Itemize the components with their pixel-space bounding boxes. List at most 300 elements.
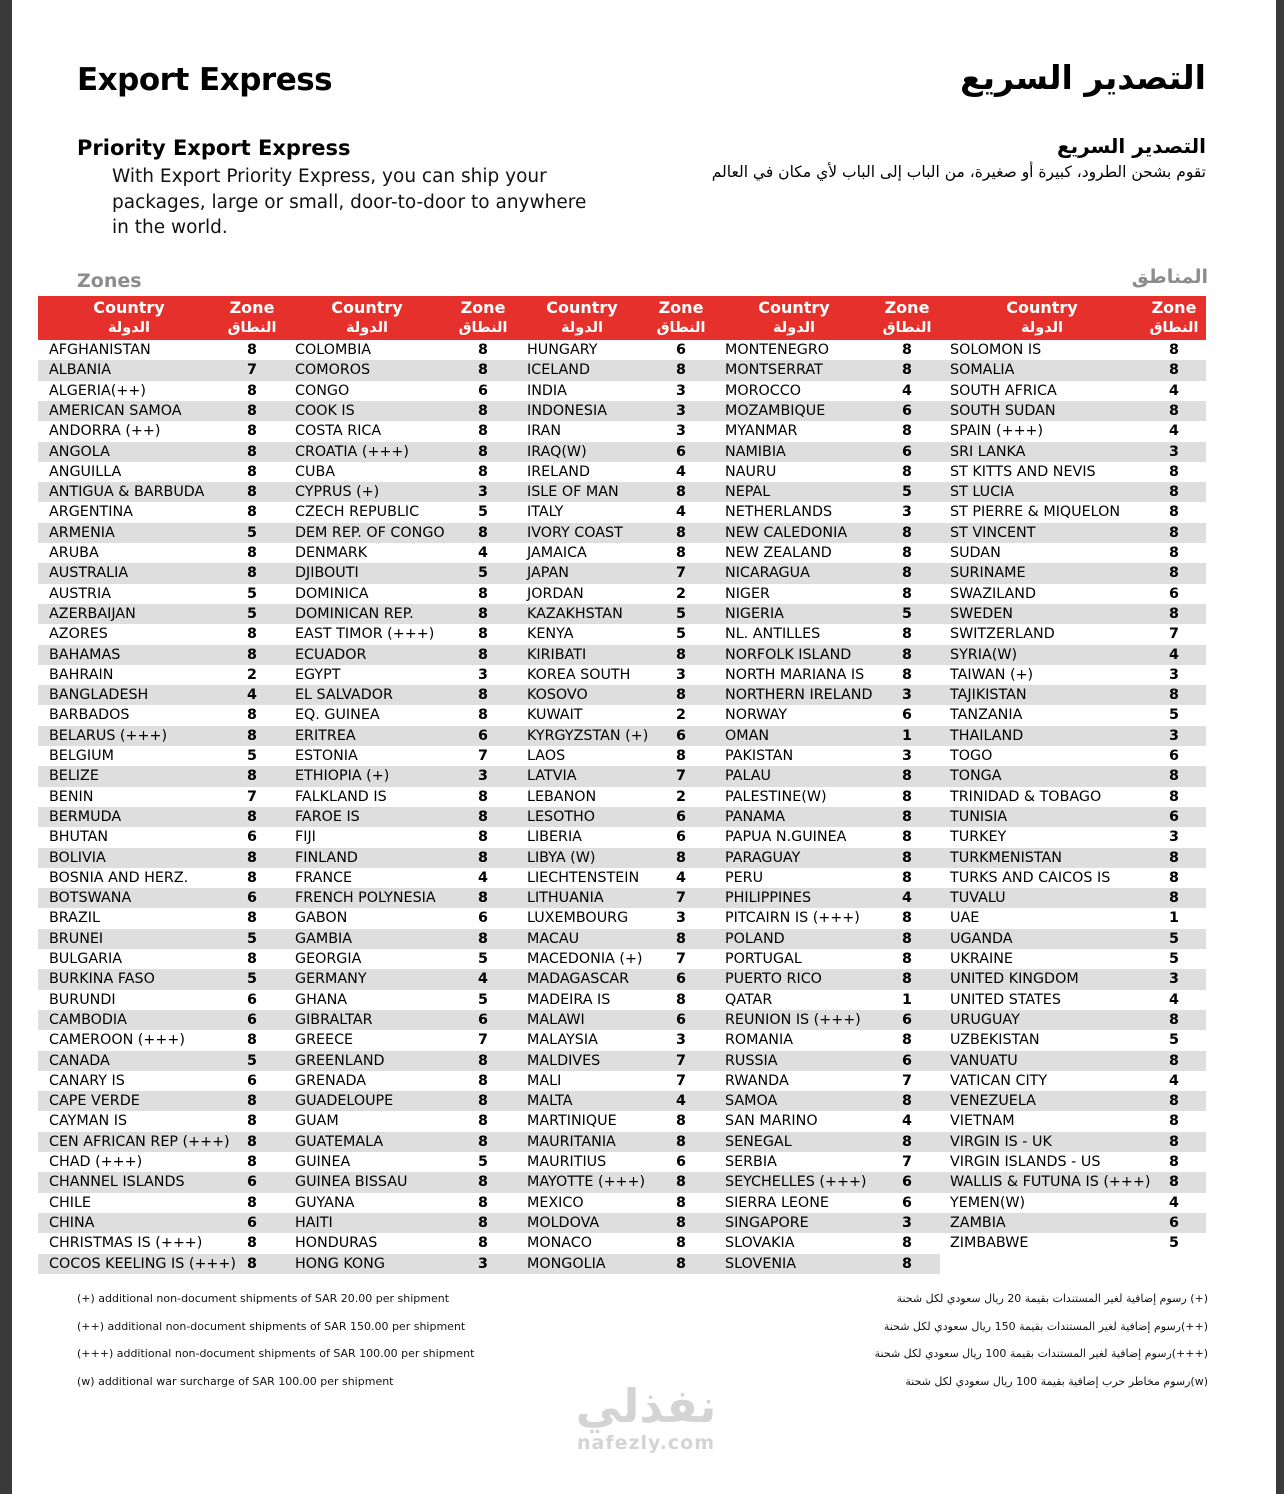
country-name: FIJI	[295, 829, 316, 846]
country-name: GERMANY	[295, 971, 367, 988]
country-name: PALAU	[725, 768, 772, 785]
zone-value: 8	[247, 768, 257, 785]
header-country-ar: الدولة	[1020, 320, 1064, 336]
header-zone-col-1	[220, 296, 284, 340]
zone-value: 3	[902, 1214, 912, 1231]
country-name: KAZAKHSTAN	[527, 605, 623, 622]
country-name: CANARY IS	[49, 1072, 125, 1089]
country-name: GREECE	[295, 1032, 354, 1049]
country-name: CUBA	[295, 463, 336, 480]
zone-value: 5	[247, 605, 257, 622]
table-row	[38, 929, 1206, 949]
country-name: MALDIVES	[527, 1052, 601, 1069]
header-country-col-2	[284, 296, 450, 340]
zone-value: 8	[247, 849, 257, 866]
country-name: BRUNEI	[49, 930, 104, 947]
country-name: BELIZE	[49, 768, 99, 785]
country-name: HONG KONG	[295, 1255, 385, 1272]
table-row	[38, 543, 1206, 563]
section-description-en: With Export Priority Express, you can ship your packages, large or small, door-to-door to anywhere in the world.	[112, 166, 587, 238]
zone-value: 2	[676, 788, 686, 805]
country-name: KIRIBATI	[527, 646, 587, 663]
zone-value: 7	[902, 1154, 912, 1170]
country-name: SLOVENIA	[725, 1255, 797, 1272]
zone-value: 6	[676, 1011, 686, 1028]
country-name: MAYOTTE (+++)	[527, 1174, 646, 1191]
table-row	[38, 848, 1206, 868]
zone-value: 4	[247, 687, 257, 704]
zone-value: 8	[1169, 342, 1179, 358]
zone-value: 8	[478, 362, 488, 379]
country-name: PANAMA	[725, 808, 786, 825]
zone-value: 1	[902, 727, 912, 744]
table-row	[38, 360, 1206, 380]
zone-value: 3	[478, 666, 488, 683]
zone-value: 8	[478, 402, 488, 419]
table-row	[38, 401, 1206, 421]
zone-value: 6	[676, 443, 686, 460]
country-name: PAKISTAN	[725, 748, 794, 764]
zone-value: 8	[478, 890, 488, 907]
country-name: BELARUS (+++)	[49, 727, 168, 744]
country-name: LITHUANIA	[527, 890, 604, 907]
country-name: SPAIN (+++)	[950, 423, 1044, 440]
zone-value: 4	[478, 971, 488, 988]
country-name: RUSSIA	[725, 1052, 778, 1069]
footnote-en: (+) additional non-document shipments of SAR 20.00 per shipment	[77, 1292, 450, 1305]
zone-value: 8	[676, 646, 686, 663]
country-name: MALI	[527, 1072, 562, 1089]
country-name: MONTENEGRO	[725, 342, 830, 358]
zone-value: 8	[247, 808, 257, 825]
zone-value: 3	[902, 504, 912, 521]
zone-value: 4	[676, 504, 686, 521]
country-name: UZBEKISTAN	[950, 1032, 1040, 1049]
header-zone-ar: النطاق	[458, 320, 508, 336]
country-name: ICELAND	[527, 362, 591, 379]
country-name: AZORES	[49, 626, 108, 643]
footnote-en: (w) additional war surcharge of SAR 100.00 per shipment	[77, 1375, 394, 1388]
zone-value: 3	[1169, 666, 1179, 683]
country-name: GRENADA	[295, 1072, 367, 1089]
table-row	[38, 685, 1206, 705]
zone-value: 8	[902, 1255, 912, 1272]
country-name: CHANNEL ISLANDS	[49, 1174, 185, 1191]
zone-value: 5	[478, 565, 488, 582]
zone-value: 8	[247, 626, 257, 643]
zone-value: 8	[676, 362, 686, 379]
country-name: MOROCCO	[725, 382, 801, 399]
country-name: PAPUA N.GUINEA	[725, 829, 847, 846]
table-row	[38, 746, 1206, 766]
zone-value: 8	[478, 524, 488, 541]
table-row	[38, 462, 1206, 482]
zone-value: 8	[478, 687, 488, 704]
zone-value: 8	[478, 829, 488, 846]
country-name: AUSTRALIA	[49, 565, 129, 582]
zone-value: 3	[676, 666, 686, 683]
country-name: BOTSWANA	[49, 890, 132, 907]
zone-value: 8	[902, 524, 912, 541]
zone-value: 3	[676, 910, 686, 927]
country-name: GUADELOUPE	[295, 1093, 394, 1110]
country-name: SINGAPORE	[725, 1214, 809, 1231]
zone-value: 8	[247, 545, 257, 561]
page-title-ar: التصدير السريع	[960, 58, 1206, 97]
zone-value: 7	[1169, 626, 1179, 643]
zone-value: 5	[902, 605, 912, 622]
zone-value: 6	[1169, 808, 1179, 825]
zone-value: 5	[676, 626, 686, 643]
header-country-ar: الدولة	[560, 320, 604, 336]
country-name: MONGOLIA	[527, 1255, 606, 1272]
zone-value: 5	[676, 605, 686, 622]
zone-value: 7	[247, 788, 257, 805]
country-name: SURINAME	[950, 565, 1026, 582]
country-name: TRINIDAD & TOBAGO	[950, 788, 1102, 805]
table-row	[38, 949, 1206, 969]
header-country-ar: الدولة	[107, 320, 151, 336]
zone-value: 8	[478, 1072, 488, 1089]
country-name: SWEDEN	[950, 605, 1013, 622]
zone-value: 8	[1169, 402, 1179, 419]
country-name: BAHRAIN	[49, 666, 114, 683]
country-name: MACAU	[527, 930, 580, 947]
table-row	[38, 1172, 1206, 1192]
zone-value: 8	[1169, 788, 1179, 805]
country-name: EGYPT	[295, 666, 341, 683]
country-name: NAMIBIA	[725, 443, 786, 460]
country-name: MOLDOVA	[527, 1214, 600, 1231]
zone-value: 8	[902, 545, 912, 561]
table-row	[38, 1193, 1206, 1213]
country-name: SEYCHELLES (+++)	[725, 1174, 867, 1191]
country-name: GEORGIA	[295, 951, 362, 967]
zone-value: 8	[902, 849, 912, 866]
table-row	[38, 1213, 1206, 1233]
country-name: VIRGIN ISLANDS - US	[950, 1154, 1101, 1170]
country-name: CROATIA (+++)	[295, 443, 409, 460]
country-name: BURUNDI	[49, 991, 116, 1008]
zone-value: 8	[247, 484, 257, 501]
zone-value: 8	[676, 1133, 686, 1150]
zone-value: 8	[676, 1174, 686, 1191]
country-name: TUVALU	[950, 890, 1006, 907]
footnote-ar: (++)رسوم إضافية لغير المستندات بقيمة 150 ريال سعودي لكل شحنة	[883, 1320, 1208, 1333]
footnote-en: (+++) additional non-document shipments of SAR 100.00 per shipment	[77, 1347, 475, 1360]
zone-value: 8	[1169, 1133, 1179, 1150]
table-row	[38, 1233, 1206, 1253]
country-name: COCOS KEELING IS (+++)	[49, 1255, 236, 1272]
country-name: NICARAGUA	[725, 565, 810, 582]
header-country-col-3	[516, 296, 648, 340]
country-name: KOSOVO	[527, 687, 588, 704]
zone-value: 8	[478, 1174, 488, 1191]
zone-value: 6	[1169, 1214, 1179, 1231]
country-name: TAIWAN (+)	[950, 666, 1034, 683]
zone-value: 8	[247, 1133, 257, 1150]
zone-value: 6	[902, 707, 912, 724]
country-name: GUINEA BISSAU	[295, 1174, 408, 1191]
country-name: ST VINCENT	[950, 524, 1036, 541]
zone-value: 8	[902, 869, 912, 886]
country-name: SOUTH AFRICA	[950, 382, 1057, 399]
zone-value: 6	[676, 829, 686, 846]
table-row	[38, 523, 1206, 543]
zone-value: 5	[247, 930, 257, 947]
table-row	[38, 645, 1206, 665]
country-name: SYRIA(W)	[950, 646, 1018, 663]
country-name: CHAD (+++)	[49, 1154, 143, 1170]
table-row	[38, 1254, 940, 1274]
country-name: ALBANIA	[49, 362, 112, 379]
zone-value: 8	[902, 1133, 912, 1150]
table-row	[38, 766, 1206, 786]
table-row	[38, 624, 1206, 644]
country-name: ANTIGUA & BARBUDA	[49, 484, 205, 501]
zone-value: 8	[902, 930, 912, 947]
zone-value: 8	[478, 788, 488, 805]
table-row	[38, 908, 1206, 928]
country-name: BHUTAN	[49, 829, 109, 846]
zone-value: 6	[902, 1174, 912, 1191]
zone-value: 8	[478, 1194, 488, 1211]
table-row	[38, 1030, 1206, 1050]
zone-value: 4	[1169, 991, 1179, 1008]
country-name: MALAYSIA	[527, 1032, 598, 1049]
zone-value: 6	[247, 890, 257, 907]
zone-value: 4	[478, 869, 488, 886]
zone-value: 8	[247, 382, 257, 399]
country-name: DJIBOUTI	[295, 565, 359, 582]
country-name: NEW CALEDONIA	[725, 524, 848, 541]
zone-value: 3	[902, 748, 912, 764]
zone-value: 8	[902, 463, 912, 480]
country-name: ZIMBABWE	[950, 1235, 1029, 1252]
country-name: SAN MARINO	[725, 1113, 818, 1130]
country-name: BOLIVIA	[49, 849, 106, 866]
country-name: REUNION IS (+++)	[725, 1011, 861, 1028]
header-country-ar: الدولة	[772, 320, 816, 336]
zone-value: 5	[247, 1052, 257, 1069]
header-country-col-4	[714, 296, 874, 340]
country-name: LESOTHO	[527, 808, 596, 825]
header-country-en: Country	[1006, 298, 1078, 317]
zone-value: 8	[247, 869, 257, 886]
country-name: ZAMBIA	[950, 1214, 1006, 1231]
country-name: LEBANON	[527, 788, 597, 805]
footnote-en: (++) additional non-document shipments of SAR 150.00 per shipment	[77, 1320, 466, 1333]
zone-value: 7	[676, 768, 686, 785]
country-name: COLOMBIA	[295, 342, 372, 358]
zone-value: 8	[478, 849, 488, 866]
zone-value: 8	[247, 443, 257, 460]
table-row	[38, 969, 1206, 989]
zone-value: 8	[1169, 1052, 1179, 1069]
country-name: VIRGIN IS - UK	[950, 1133, 1052, 1150]
header-country-en: Country	[93, 298, 165, 317]
zone-value: 6	[478, 382, 488, 399]
country-name: LUXEMBOURG	[527, 910, 629, 927]
zone-value: 5	[247, 748, 257, 764]
country-name: INDONESIA	[527, 402, 607, 419]
header-zone-col-3	[648, 296, 714, 340]
country-name: UNITED STATES	[950, 991, 1061, 1008]
footnote-ar: (+++)رسوم إضافية لغير المستندات بقيمة 100 ريال سعودي لكل شحنة	[874, 1347, 1208, 1360]
zone-value: 4	[478, 545, 488, 561]
country-name: NORFOLK ISLAND	[725, 646, 852, 663]
zone-value: 6	[478, 1011, 488, 1028]
country-name: OMAN	[725, 727, 770, 744]
country-name: NEW ZEALAND	[725, 545, 832, 561]
zone-value: 3	[478, 1255, 488, 1272]
country-name: FALKLAND IS	[295, 788, 387, 805]
zone-value: 3	[1169, 829, 1179, 846]
country-name: ST LUCIA	[950, 484, 1015, 501]
zone-value: 8	[1169, 545, 1179, 561]
zone-value: 8	[247, 1113, 257, 1130]
zone-value: 8	[676, 1194, 686, 1211]
country-name: COOK IS	[295, 402, 355, 419]
country-name: PERU	[725, 869, 764, 886]
zone-value: 4	[676, 463, 686, 480]
footnote-ar: (+) رسوم إضافية لغير المستندات بقيمة 20 ريال سعودي لكل شحنة	[896, 1292, 1208, 1305]
zone-value: 8	[902, 768, 912, 785]
zone-value: 8	[247, 463, 257, 480]
country-name: LIBERIA	[527, 829, 582, 846]
zone-value: 8	[1169, 565, 1179, 582]
zone-value: 2	[676, 585, 686, 602]
zone-value: 6	[676, 808, 686, 825]
zone-value: 4	[1169, 423, 1179, 440]
zone-value: 8	[902, 1235, 912, 1252]
zone-value: 8	[247, 342, 257, 358]
zone-value: 8	[902, 626, 912, 643]
country-name: BENIN	[49, 788, 94, 805]
zone-value: 8	[676, 930, 686, 947]
zone-value: 8	[676, 484, 686, 501]
zone-value: 1	[1169, 910, 1179, 927]
country-name: CONGO	[295, 382, 350, 399]
country-name: CYPRUS (+)	[295, 484, 380, 501]
zone-value: 6	[1169, 748, 1179, 764]
zone-value: 8	[676, 545, 686, 561]
table-row	[38, 868, 1206, 888]
zone-value: 5	[478, 951, 488, 967]
table-row	[38, 1132, 1206, 1152]
zone-value: 8	[478, 1052, 488, 1069]
country-name: NORTHERN IRELAND	[725, 687, 873, 704]
zone-value: 5	[478, 991, 488, 1008]
country-name: MAURITIUS	[527, 1154, 607, 1170]
zone-value: 5	[247, 971, 257, 988]
country-name: UGANDA	[950, 930, 1013, 947]
zone-value: 5	[1169, 1235, 1179, 1252]
zone-value: 8	[247, 1154, 257, 1170]
zone-value: 6	[1169, 585, 1179, 602]
country-name: GUAM	[295, 1113, 339, 1130]
zone-value: 4	[1169, 646, 1179, 663]
country-name: BANGLADESH	[49, 687, 149, 704]
country-name: ARMENIA	[49, 524, 115, 541]
zone-value: 8	[1169, 463, 1179, 480]
zone-value: 5	[247, 585, 257, 602]
country-name: ARGENTINA	[49, 504, 133, 521]
zone-value: 8	[676, 524, 686, 541]
country-name: GHANA	[295, 991, 348, 1008]
country-name: IRELAND	[527, 463, 590, 480]
country-name: AMERICAN SAMOA	[49, 402, 182, 419]
section-title-en: Priority Export Express	[77, 136, 351, 160]
table-row	[38, 1051, 1206, 1071]
zone-value: 4	[1169, 1194, 1179, 1211]
country-name: GUYANA	[295, 1194, 355, 1211]
country-name: CANADA	[49, 1052, 110, 1069]
country-name: BAHAMAS	[49, 646, 121, 663]
country-name: ETHIOPIA (+)	[295, 768, 390, 785]
country-name: ST KITTS AND NEVIS	[950, 463, 1096, 480]
country-name: LAOS	[527, 748, 566, 764]
zone-value: 8	[1169, 1113, 1179, 1130]
zone-value: 8	[247, 565, 257, 582]
zone-value: 7	[478, 748, 488, 764]
country-name: CEN AFRICAN REP (+++)	[49, 1133, 230, 1150]
country-name: VIETNAM	[950, 1113, 1015, 1130]
zone-value: 8	[902, 788, 912, 805]
country-name: SRI LANKA	[950, 443, 1026, 460]
zone-value: 6	[478, 727, 488, 744]
zone-value: 8	[1169, 362, 1179, 379]
zone-value: 6	[902, 443, 912, 460]
country-name: MEXICO	[527, 1194, 584, 1211]
country-name: CAYMAN IS	[49, 1113, 128, 1130]
zone-value: 8	[478, 1214, 488, 1231]
zone-value: 5	[1169, 1032, 1179, 1049]
table-row	[38, 990, 1206, 1010]
country-name: BULGARIA	[49, 951, 123, 967]
country-name: MARTINIQUE	[527, 1113, 617, 1130]
zone-value: 7	[247, 362, 257, 379]
country-name: DEM REP. OF CONGO	[295, 524, 445, 541]
country-name: MALAWI	[527, 1011, 585, 1028]
zone-value: 6	[676, 727, 686, 744]
country-name: PUERTO RICO	[725, 971, 822, 988]
header-zone-en: Zone	[658, 298, 704, 317]
country-name: VENEZUELA	[950, 1093, 1036, 1110]
country-name: PORTUGAL	[725, 951, 802, 967]
country-name: SAMOA	[725, 1093, 778, 1110]
country-name: AZERBAIJAN	[49, 605, 136, 622]
header-country-en: Country	[331, 298, 403, 317]
country-name: TAJIKISTAN	[950, 687, 1027, 704]
zone-value: 8	[1169, 524, 1179, 541]
zone-value: 6	[676, 971, 686, 988]
zone-value: 8	[478, 1133, 488, 1150]
country-name: MADEIRA IS	[527, 991, 611, 1008]
zone-value: 8	[247, 1032, 257, 1049]
zone-value: 8	[247, 1093, 257, 1110]
country-name: NAURU	[725, 463, 777, 480]
header-zone-en: Zone	[884, 298, 930, 317]
zone-value: 8	[676, 1235, 686, 1252]
zone-value: 8	[247, 951, 257, 967]
zone-value: 5	[478, 504, 488, 521]
country-name: CHINA	[49, 1214, 95, 1231]
country-name: JORDAN	[527, 585, 584, 602]
country-name: NEPAL	[725, 484, 771, 501]
zone-value: 7	[676, 1072, 686, 1089]
header-zone-col-2	[450, 296, 516, 340]
